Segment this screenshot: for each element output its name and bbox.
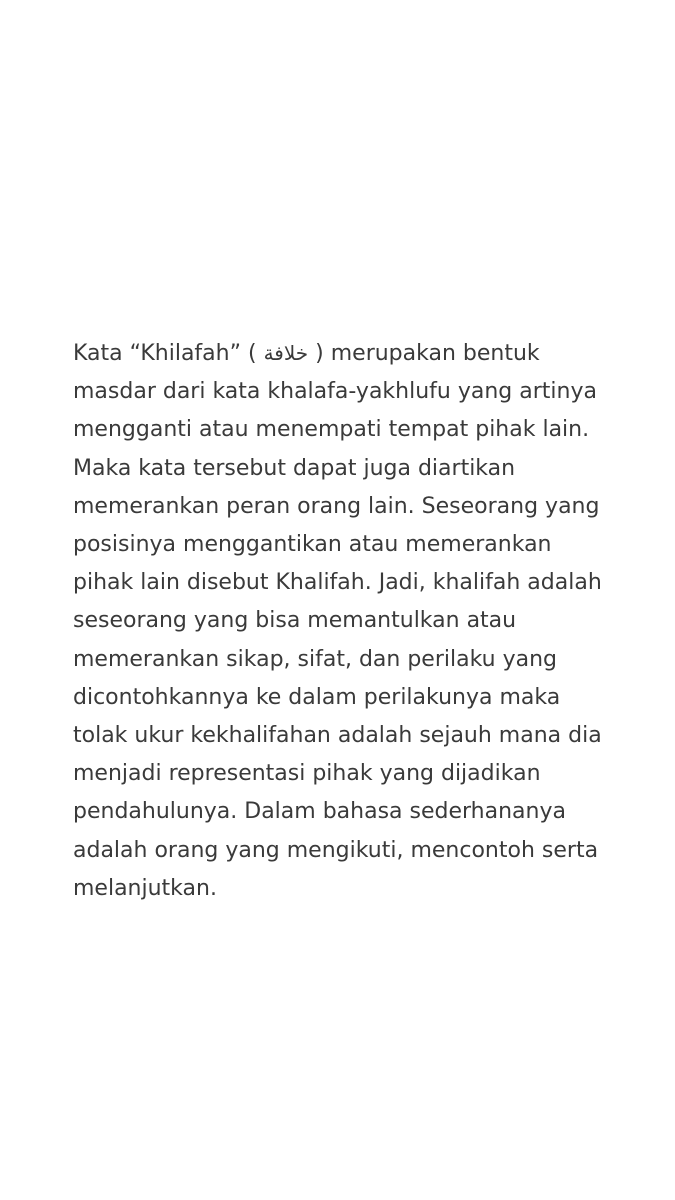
paragraph-line: adalah orang yang mengikuti, mencontoh serta	[73, 837, 599, 863]
paragraph-line: masdar dari kata khalafa-yakhlufu yang artinya	[73, 379, 597, 405]
paragraph-line-1-start: Kata “Khilafah” (	[73, 341, 264, 366]
body-paragraph	[73, 334, 633, 908]
paragraph-line: pendahulunya. Dalam bahasa sederhananya	[73, 799, 566, 825]
paragraph-line: dicontohkannya ke dalam perilakunya maka	[73, 684, 561, 710]
paragraph-line: Maka kata tersebut dapat juga diartikan	[73, 455, 516, 481]
paragraph-line: posisinya menggantikan atau memerankan	[73, 532, 552, 558]
paragraph-line: melanjutkan.	[73, 875, 217, 901]
paragraph-line: menjadi representasi pihak yang dijadikan	[73, 761, 541, 787]
arabic-term: خلافة	[263, 341, 309, 365]
paragraph-line-1-end: ) merupakan bentuk	[308, 341, 540, 366]
paragraph-line: seseorang yang bisa memantulkan atau	[73, 608, 517, 634]
paragraph-line: mengganti atau menempati tempat pihak lain.	[73, 417, 590, 443]
paragraph-line: memerankan peran orang lain. Seseorang yang	[73, 493, 600, 519]
paragraph-line: tolak ukur kekhalifahan adalah sejauh mana dia	[73, 723, 602, 749]
paragraph-line-1	[73, 334, 633, 373]
paragraph-line: pihak lain disebut Khalifah. Jadi, khalifah adalah	[73, 570, 602, 596]
paragraph-line: memerankan sikap, sifat, dan perilaku yang	[73, 646, 557, 672]
